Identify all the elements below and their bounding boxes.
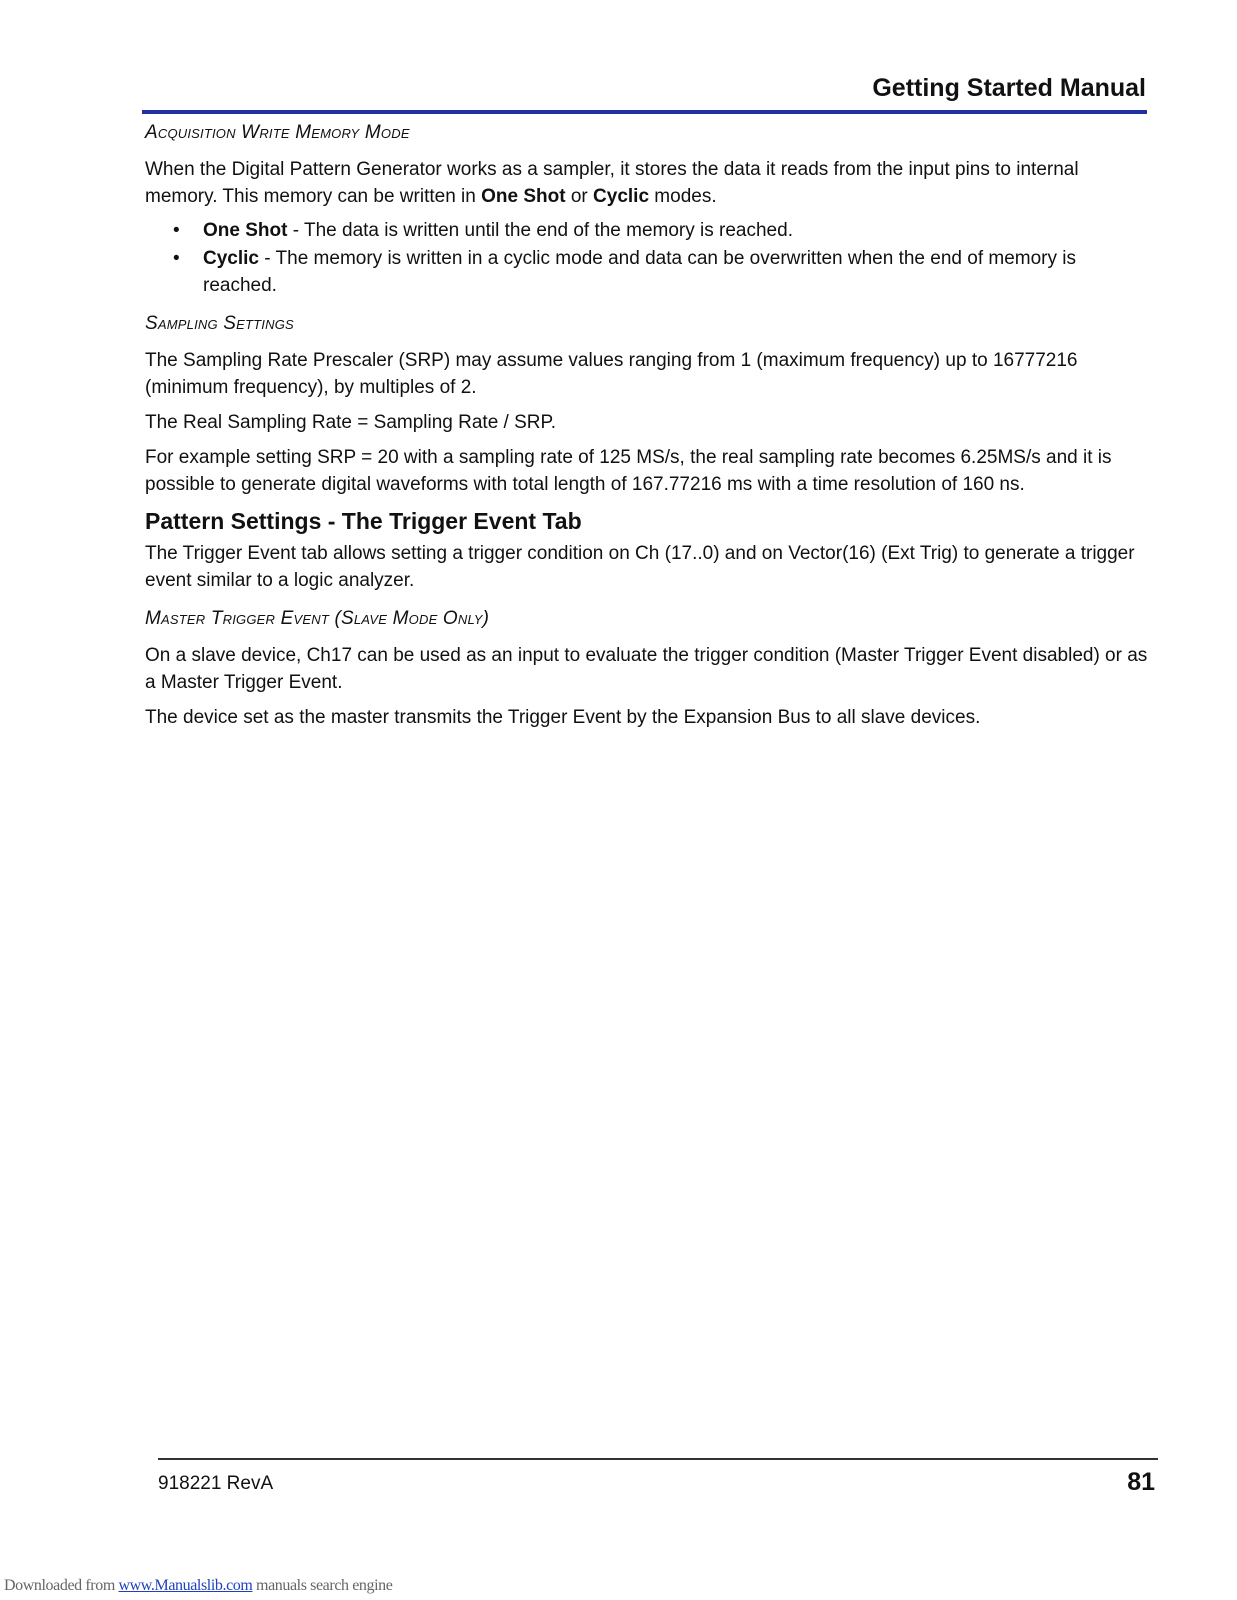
bullet-term: One Shot [203, 220, 288, 241]
bullet-term: Cyclic [203, 248, 259, 269]
download-note [4, 1577, 392, 1595]
master-trigger-p1: On a slave device, Ch17 can be used as an input to evaluate the trigger condition (Master Trigger Event disabled) or as a Master Trigger Event. [145, 645, 1148, 693]
sampling-p2: The Real Sampling Rate = Sampling Rate / SRP. [145, 412, 557, 433]
bullet-text: - The data is written until the end of the memory is reached. [287, 220, 793, 241]
acq-mode-heading: Acquisition Write Memory Mode [145, 122, 410, 143]
master-trigger-heading: Master Trigger Event (Slave Mode Only) [145, 608, 490, 629]
trigger-tab-title: Pattern Settings - The Trigger Event Tab [145, 508, 582, 534]
header-title: Getting Started Manual [872, 74, 1146, 102]
manualslib-link[interactable]: www.Manualslib.com [118, 1577, 253, 1594]
download-prefix: Downloaded from [4, 1577, 119, 1594]
sampling-heading: Sampling Settings [145, 313, 294, 334]
footer-rule [158, 1458, 1158, 1460]
header-rule [142, 110, 1147, 114]
sampling-p3: For example setting SRP = 20 with a sampling rate of 125 MS/s, the real sampling rate becomes 6.25MS/s and it is possible to generate digital waveforms with total length of 167.77216 ms with a time resolution of 160 ns. [145, 447, 1112, 495]
acq-intro-text: When the Digital Pattern Generator works as a sampler, it stores the data it reads from the input pins to internal memory. This memory can be written in [145, 159, 1079, 207]
page-number: 81 [1127, 1468, 1155, 1496]
trigger-tab-p1: The Trigger Event tab allows setting a trigger condition on Ch (17..0) and on Vector(16) (Ext Trig) to generate a trigger event similar to a logic analyzer. [145, 543, 1135, 591]
page-content [145, 120, 1150, 731]
acq-intro-one-shot: One Shot [481, 186, 566, 207]
acq-intro-end: modes. [649, 186, 717, 207]
list-item [145, 245, 1150, 299]
acq-mode-list [145, 217, 1150, 299]
master-trigger-p2: The device set as the master transmits the Trigger Event by the Expansion Bus to all slave devices. [145, 707, 981, 728]
sampling-p1: The Sampling Rate Prescaler (SRP) may assume values ranging from 1 (maximum frequency) up to 16777216 (minimum frequency), by multiples of 2. [145, 350, 1078, 398]
acq-mode-intro [145, 156, 1150, 210]
bullet-text: - The memory is written in a cyclic mode and data can be overwritten when the end of memory is reached. [203, 248, 1076, 296]
acq-intro-or: or [565, 186, 594, 207]
footer-doc-id: 918221 RevA [158, 1473, 274, 1494]
bullet-icon: • [173, 220, 180, 241]
acq-intro-cyclic: Cyclic [593, 186, 650, 207]
download-suffix: manuals search engine [252, 1577, 393, 1594]
bullet-icon: • [173, 248, 180, 269]
list-item [145, 217, 1150, 244]
